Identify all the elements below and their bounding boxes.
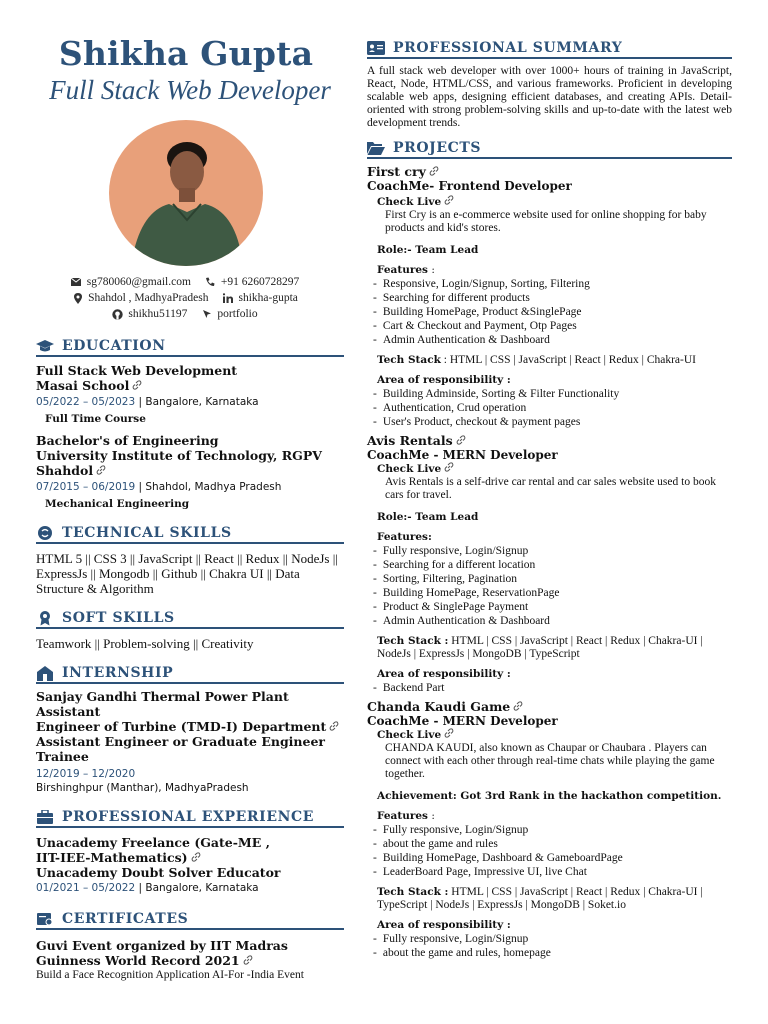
- features-label: Features :: [377, 264, 435, 276]
- certificates-heading: CERTIFICATES: [36, 911, 344, 930]
- tech-stack: Tech Stack : HTML | CSS | JavaScript | React | Redux | Chakra-UI | TypeScript | NodeJs | ExpressJs | MongoDB | Soket.io: [377, 886, 703, 911]
- responsibility-list: [367, 387, 732, 429]
- degree: Bachelor's of Engineering: [36, 433, 219, 448]
- linkedin-icon: [223, 293, 234, 304]
- location-text: Shahdol , MadhyaPradesh: [88, 292, 209, 304]
- github-contact[interactable]: [112, 308, 187, 320]
- house-icon: [36, 665, 54, 681]
- profile-photo: [109, 120, 263, 266]
- summary-heading: PROFESSIONAL SUMMARY: [367, 40, 732, 59]
- responsibility-list: [367, 681, 732, 695]
- project-name[interactable]: Chanda Kaudi Game: [367, 699, 732, 714]
- email-text: sg780060@gmail.com: [86, 276, 191, 288]
- list-item: - User's Product, checkout & payment pages: [385, 415, 732, 429]
- project-role: CoachMe - MERN Developer: [367, 714, 558, 728]
- education-note: Full Time Course: [45, 413, 146, 425]
- list-item: - Fully responsive, Login/Signup: [385, 544, 732, 558]
- project-role-line: Role:- Team Lead: [377, 511, 479, 523]
- certificate-desc: Build a Face Recognition Application AI-For -India Event: [36, 969, 304, 981]
- internship-role: Assistant Engineer or Graduate Engineer Trainee: [36, 734, 326, 764]
- github-icon: [112, 309, 123, 320]
- link-icon[interactable]: [132, 378, 142, 388]
- list-item: - about the game and rules, homepage: [385, 946, 732, 960]
- experience-role: Unacademy Doubt Solver Educator: [36, 865, 281, 880]
- education-heading: EDUCATION: [36, 338, 344, 357]
- responsibility-list: [367, 932, 732, 960]
- education-dates-line: 07/2015 – 06/2019 | Shahdol, Madhya Pradesh: [36, 481, 282, 493]
- link-icon[interactable]: [191, 850, 201, 860]
- award-icon: [36, 610, 54, 626]
- project-item: [367, 433, 732, 695]
- list-item: - Building HomePage, Dashboard & GameboardPage: [385, 851, 732, 865]
- list-item: - Authentication, Crud operation: [385, 401, 732, 415]
- id-card-icon: [367, 40, 385, 56]
- portfolio-contact[interactable]: [201, 308, 257, 320]
- list-item: - Searching for different products: [385, 291, 732, 305]
- tech-stack: Tech Stack : HTML | CSS | JavaScript | React | Redux | Chakra-UI: [377, 354, 696, 366]
- features-list: [367, 544, 732, 628]
- education-item: [36, 433, 344, 511]
- education-note: Mechanical Engineering: [45, 498, 190, 510]
- check-live-link[interactable]: Check Live: [367, 462, 732, 476]
- linkedin-contact[interactable]: [223, 292, 298, 304]
- internship-place: Birshinghpur (Manthar), MadhyaPradesh: [36, 782, 249, 794]
- right-column: [367, 40, 732, 960]
- candidate-name: Shikha Gupta: [58, 34, 314, 73]
- school[interactable]: Masai School: [36, 378, 344, 393]
- internship-item: [36, 689, 344, 795]
- check-live-link[interactable]: Check Live: [367, 728, 732, 742]
- certificate-item: [36, 938, 344, 982]
- project-role: CoachMe - MERN Developer: [367, 448, 558, 462]
- phone-icon: [205, 277, 216, 288]
- certificate-title[interactable]: Guvi Event organized by IIT Madras Guinness World Record 2021: [36, 938, 288, 968]
- github-text: shikhu51197: [128, 308, 188, 320]
- check-live-link[interactable]: Check Live: [367, 195, 732, 209]
- project-description: First Cry is an e-commerce website used for online shopping for baby products and kid's stores.: [385, 209, 707, 234]
- list-item: - Fully responsive, Login/Signup: [385, 823, 732, 837]
- technical-skills-heading: TECHNICAL SKILLS: [36, 525, 344, 544]
- features-list: [367, 277, 732, 347]
- list-item: - Cart & Checkout and Payment, Otp Pages: [385, 319, 732, 333]
- list-item: - Admin Authentication & Dashboard: [385, 614, 732, 628]
- list-item: - Sorting, Filtering, Pagination: [385, 572, 732, 586]
- list-item: - Responsive, Login/Signup, Sorting, Filtering: [385, 277, 732, 291]
- experience-heading: PROFESSIONAL EXPERIENCE: [36, 809, 344, 828]
- project-name[interactable]: Avis Rentals: [367, 433, 732, 448]
- experience-item: [36, 835, 344, 895]
- internship-title: Sanjay Gandhi Thermal Power Plant Assistant: [36, 689, 289, 719]
- school[interactable]: University Institute of Technology, RGPV Shahdol: [36, 448, 322, 478]
- list-item: - Building Adminside, Sorting & Filter Functionality: [385, 387, 732, 401]
- project-role: CoachMe- Frontend Developer: [367, 179, 572, 193]
- location-pin-icon: [72, 293, 83, 304]
- graduation-cap-icon: [36, 338, 54, 354]
- link-icon[interactable]: [429, 164, 439, 174]
- left-column: [36, 34, 344, 982]
- responsibility-label: Area of responsibility :: [377, 668, 511, 680]
- list-item: - Admin Authentication & Dashboard: [385, 333, 732, 347]
- project-item: [367, 164, 732, 429]
- cursor-icon: [201, 309, 212, 320]
- experience-company-line2[interactable]: IIT-IEE-Mathematics): [36, 850, 344, 865]
- briefcase-icon: [36, 809, 54, 825]
- linkedin-text: shikha-gupta: [238, 292, 298, 304]
- project-description: CHANDA KAUDI, also known as Chaupar or Chaubara . Players can connect with each other through real-time chats while playing the game together.: [385, 742, 715, 780]
- projects-heading: PROJECTS: [367, 140, 732, 159]
- contact-block: [36, 276, 344, 320]
- brain-icon: [36, 525, 54, 541]
- phone-contact[interactable]: [205, 276, 299, 288]
- link-icon[interactable]: [444, 728, 454, 738]
- list-item: - Fully responsive, Login/Signup: [385, 932, 732, 946]
- features-list: [367, 823, 732, 879]
- link-icon[interactable]: [456, 433, 466, 443]
- list-item: - about the game and rules: [385, 837, 732, 851]
- email-icon: [71, 277, 82, 288]
- certificate-icon: [36, 911, 54, 927]
- folder-open-icon: [367, 140, 385, 156]
- portfolio-text: portfolio: [217, 308, 258, 320]
- list-item: - LeaderBoard Page, Impressive UI, live Chat: [385, 865, 732, 879]
- link-icon[interactable]: [513, 699, 523, 709]
- experience-company: Unacademy Freelance (Gate-ME ,: [36, 835, 271, 850]
- technical-skills-text: HTML 5 || CSS 3 || JavaScript || React || Redux || NodeJs || ExpressJs || Mongodb || Github || Chakra UI || Data Structure & Algorithm: [36, 551, 338, 596]
- link-icon[interactable]: [329, 719, 339, 729]
- phone-text: +91 6260728297: [220, 276, 300, 288]
- link-icon[interactable]: [243, 953, 253, 963]
- project-name[interactable]: First cry: [367, 164, 732, 179]
- list-item: - Searching for a different location: [385, 558, 732, 572]
- responsibility-label: Area of responsibility :: [377, 374, 511, 386]
- candidate-title: Full Stack Web Developer: [49, 75, 331, 105]
- list-item: - Backend Part: [385, 681, 732, 695]
- soft-skills-heading: SOFT SKILLS: [36, 610, 344, 629]
- email-contact[interactable]: [71, 276, 191, 288]
- internship-title-line2[interactable]: Engineer of Turbine (TMD-I) Department: [36, 719, 344, 734]
- internship-dates: 12/2019 – 12/2020: [36, 768, 136, 780]
- location-contact: [72, 292, 208, 304]
- experience-dates-line: 01/2021 – 05/2022 | Bangalore, Karnataka: [36, 882, 259, 894]
- education-item: [36, 363, 344, 426]
- degree: Full Stack Web Development: [36, 363, 238, 378]
- responsibility-label: Area of responsibility :: [377, 919, 511, 931]
- tech-stack: Tech Stack : HTML | CSS | JavaScript | React | Redux | Chakra-UI | NodeJs | ExpressJs | MongoDB | TypeScript: [377, 635, 703, 660]
- link-icon[interactable]: [96, 463, 106, 473]
- project-description: Avis Rentals is a self-drive car rental and car sales website used to book cars for travel.: [385, 476, 716, 501]
- features-label: Features :: [377, 810, 435, 822]
- summary-text: A full stack web developer with over 1000+ hours of training in JavaScript, React, Node, HTML/CSS, and various frameworks. Proficient in developing scalable web apps, designing efficient databases, and creating APIs. Detail-oriented with strong problem-solving skills and up-to-date with the latest web development trends.: [367, 65, 732, 129]
- list-item: - Building HomePage, Product &SinglePage: [385, 305, 732, 319]
- list-item: - Product & SinglePage Payment: [385, 600, 732, 614]
- link-icon[interactable]: [444, 195, 454, 205]
- education-dates-line: 05/2022 – 05/2023 | Bangalore, Karnataka: [36, 396, 259, 408]
- features-label: Features:: [377, 531, 432, 543]
- soft-skills-text: Teamwork || Problem-solving || Creativity: [36, 636, 254, 651]
- project-role-line: Role:- Team Lead: [377, 244, 479, 256]
- internship-heading: INTERNSHIP: [36, 665, 344, 684]
- link-icon[interactable]: [444, 462, 454, 472]
- person-illustration: [109, 120, 263, 266]
- project-item: [367, 699, 732, 960]
- list-item: - Building HomePage, ReservationPage: [385, 586, 732, 600]
- achievement: Achievement: Got 3rd Rank in the hackathon competition.: [377, 790, 722, 802]
